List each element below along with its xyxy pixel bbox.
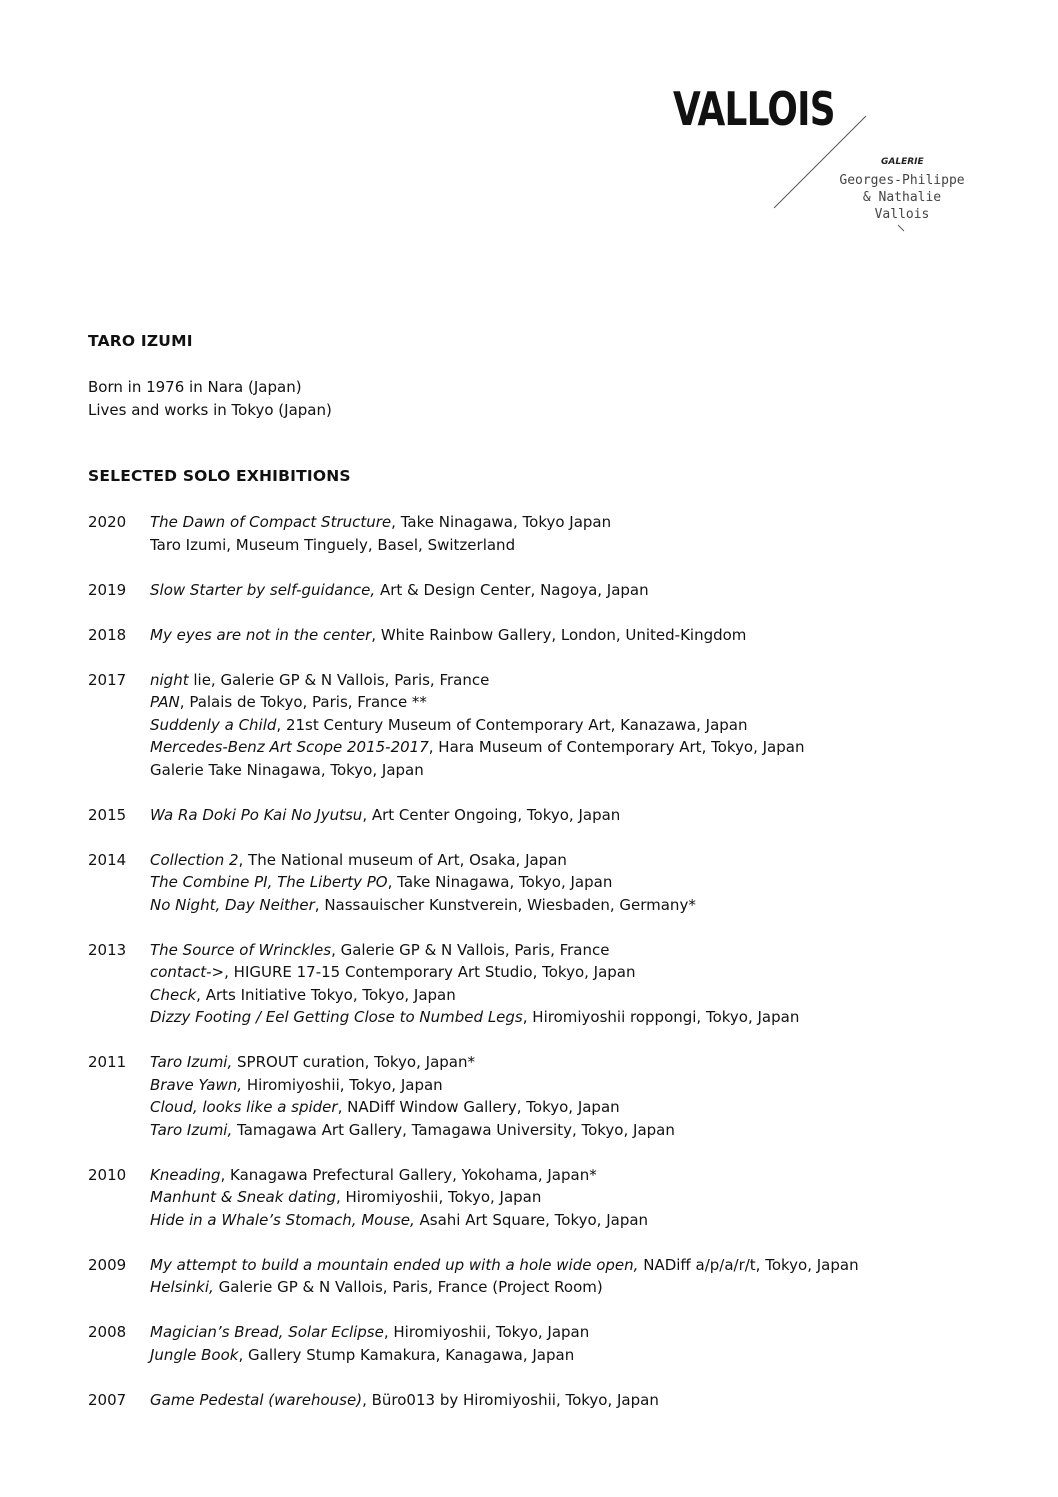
exhibition-entry: [150, 1209, 648, 1232]
exhibition-title: Taro Izumi,: [150, 1053, 233, 1071]
exhibition-year: 2015: [88, 805, 127, 824]
exhibition-venue: , HIGURE 17-15 Contemporary Art Studio, Tokyo, Japan: [224, 963, 636, 981]
exhibition-venue: lie, Galerie GP & N Vallois, Paris, France: [188, 670, 490, 689]
exhibition-title: Collection 2: [150, 850, 239, 869]
exhibition-title: Mercedes-Benz Art Scope 2015-2017: [150, 738, 429, 756]
exhibition-entries: [150, 624, 746, 647]
exhibition-entries: [150, 1254, 859, 1299]
logo-owner-names: [832, 172, 972, 223]
exhibition-year: 2011: [88, 1053, 127, 1071]
exhibition-entry: [150, 691, 804, 714]
exhibition-entry: [150, 511, 611, 534]
artist-name: TARO IZUMI: [88, 332, 193, 350]
exhibition-entries: [150, 669, 804, 782]
year-group: [88, 1164, 1028, 1232]
exhibition-venue: , White Rainbow Gallery, London, United-Kingdom: [371, 625, 747, 644]
exhibition-year: 2010: [88, 1165, 127, 1184]
exhibition-entries: [150, 1164, 648, 1232]
bio-line: Lives and works in Tokyo (Japan): [88, 401, 332, 419]
exhibition-venue: , Take Ninagawa, Tokyo, Japan: [387, 873, 613, 891]
exhibition-venue: , Take Ninagawa, Tokyo Japan: [391, 513, 612, 531]
exhibition-entry: [150, 1074, 675, 1097]
exhibition-title: Manhunt & Sneak dating: [150, 1188, 336, 1206]
exhibition-title: Dizzy Footing / Eel Getting Close to Numbed Legs: [150, 1008, 523, 1026]
exhibition-venue: , Hiromiyoshii, Tokyo, Japan: [335, 1188, 542, 1206]
exhibition-title: Cloud, looks like a spider: [150, 1098, 338, 1116]
exhibition-entries: [150, 1051, 675, 1141]
exhibition-year: 2014: [88, 850, 127, 869]
exhibition-venue: , Palais de Tokyo, Paris, France **: [179, 693, 427, 711]
exhibition-year: 2008: [88, 1323, 127, 1341]
exhibition-title: My attempt to build a mountain ended up with a hole wide open,: [150, 1255, 639, 1274]
exhibition-entries: [150, 804, 620, 827]
exhibition-entry: [150, 669, 804, 692]
exhibition-venue: , Hiromiyoshii, Tokyo, Japan: [383, 1323, 590, 1341]
year-group: [88, 939, 1028, 1029]
year-group: [88, 1389, 1028, 1412]
exhibition-venue: Galerie Take Ninagawa, Tokyo, Japan: [150, 760, 424, 779]
exhibition-title: The Dawn of Compact Structure: [150, 513, 392, 531]
exhibition-title: Slow Starter by self-guidance,: [150, 580, 376, 599]
exhibition-entry: [150, 1096, 675, 1119]
exhibition-venue: SPROUT curation, Tokyo, Japan*: [232, 1053, 475, 1071]
exhibition-venue: Tamagawa Art Gallery, Tamagawa University, Tokyo, Japan: [232, 1120, 675, 1139]
gallery-logo: [0, 0, 1058, 260]
exhibition-title: Wa Ra Doki Po Kai No Jyutsu: [150, 805, 363, 824]
exhibition-year: 2009: [88, 1255, 127, 1274]
exhibition-title: Helsinki,: [150, 1278, 214, 1296]
exhibition-entries: [150, 939, 799, 1029]
exhibition-year: 2019: [88, 580, 127, 599]
exhibition-title: Suddenly a Child: [150, 715, 277, 734]
exhibition-entries: [150, 511, 611, 556]
exhibition-title: Magician’s Bread, Solar Eclipse: [150, 1323, 384, 1341]
logo-wordmark: VALLOIS: [673, 82, 835, 136]
exhibition-title: Brave Yawn,: [150, 1075, 243, 1094]
year-group: [88, 1051, 1028, 1141]
exhibition-venue: , Gallery Stump Kamakura, Kanagawa, Japan: [238, 1345, 575, 1364]
exhibition-entry: [150, 1344, 589, 1367]
exhibition-venue: , Büro013 by Hiromiyoshii, Tokyo, Japan: [362, 1390, 659, 1409]
exhibition-title: PAN: [150, 693, 180, 711]
exhibition-entry: [150, 939, 799, 962]
exhibition-venue: , NADiff Window Gallery, Tokyo, Japan: [337, 1098, 620, 1116]
exhibition-venue: , Kanagawa Prefectural Gallery, Yokohama, Japan*: [220, 1165, 597, 1184]
logo-name-line: & Nathalie: [862, 190, 942, 205]
exhibition-title: Hide in a Whale’s Stomach, Mouse,: [150, 1210, 415, 1229]
exhibition-entries: [150, 1389, 659, 1412]
year-group: [88, 1254, 1028, 1299]
exhibition-entry: [150, 871, 696, 894]
exhibition-venue: , 21st Century Museum of Contemporary Art, Kanazawa, Japan: [276, 715, 748, 734]
exhibition-entry: [150, 984, 799, 1007]
exhibition-title: Kneading: [150, 1165, 221, 1184]
exhibition-entry: [150, 1276, 859, 1299]
exhibition-venue: , The National museum of Art, Osaka, Japan: [238, 850, 567, 869]
exhibition-entry: [150, 1186, 648, 1209]
exhibition-title: Check: [150, 985, 197, 1004]
exhibition-entry: [150, 1389, 659, 1412]
exhibition-venue: , Galerie GP & N Vallois, Paris, France: [331, 940, 610, 959]
exhibition-entry: [150, 1164, 648, 1187]
bio-line: Born in 1976 in Nara (Japan): [88, 378, 302, 396]
exhibition-title: My eyes are not in the center: [150, 625, 372, 644]
exhibition-entry: [150, 1321, 589, 1344]
year-group: [88, 579, 1028, 602]
exhibition-venue: , Arts Initiative Tokyo, Tokyo, Japan: [196, 985, 456, 1004]
exhibition-venue: , Art Center Ongoing, Tokyo, Japan: [362, 805, 621, 824]
exhibition-entry: [150, 759, 804, 782]
exhibition-venue: , Hara Museum of Contemporary Art, Tokyo, Japan: [428, 738, 805, 756]
year-group: [88, 669, 1028, 782]
exhibition-entry: [150, 961, 799, 984]
exhibition-venue: , Nassauischer Kunstverein, Wiesbaden, Germany*: [314, 895, 696, 914]
exhibition-venue: Galerie GP & N Vallois, Paris, France (Project Room): [213, 1278, 603, 1296]
exhibition-title: Jungle Book: [150, 1345, 239, 1364]
year-group: [88, 511, 1028, 556]
logo-galerie-label: GALERIE: [881, 157, 924, 167]
year-group: [88, 1321, 1028, 1366]
exhibition-title: contact->: [150, 963, 225, 981]
exhibition-title: The Source of Wrinckles: [150, 940, 332, 959]
exhibition-title: No Night, Day Neither: [150, 895, 315, 914]
exhibition-year: 2017: [88, 670, 127, 689]
exhibition-year: 2020: [88, 513, 127, 531]
logo-name-line: Vallois: [874, 207, 930, 222]
exhibition-title: Game Pedestal (warehouse): [150, 1390, 363, 1409]
exhibition-venue: Taro Izumi, Museum Tinguely, Basel, Switzerland: [150, 535, 516, 554]
exhibition-entry: [150, 804, 620, 827]
exhibition-entries: [150, 849, 696, 917]
exhibition-entry: [150, 849, 696, 872]
exhibition-entry: [150, 736, 804, 759]
year-group: [88, 849, 1028, 917]
year-group: [88, 624, 1028, 647]
logo-tick-mark: [897, 224, 907, 234]
exhibition-entry: [150, 894, 696, 917]
exhibition-year: 2018: [88, 625, 127, 644]
exhibition-venue: NADiff a/p/a/r/t, Tokyo, Japan: [638, 1255, 859, 1274]
exhibition-list: [88, 511, 1028, 1434]
exhibition-entry: [150, 534, 611, 557]
exhibition-year: 2013: [88, 940, 127, 959]
year-group: [88, 804, 1028, 827]
exhibition-entry: [150, 1119, 675, 1142]
exhibition-entry: [150, 714, 804, 737]
exhibition-title: The Combine PI, The Liberty PO: [150, 873, 388, 891]
exhibition-venue: Art & Design Center, Nagoya, Japan: [375, 580, 649, 599]
exhibition-title: Taro Izumi,: [150, 1120, 233, 1139]
exhibition-venue: Asahi Art Square, Tokyo, Japan: [414, 1210, 649, 1229]
exhibition-year: 2007: [88, 1390, 127, 1409]
exhibition-entry: [150, 579, 649, 602]
exhibition-entry: [150, 1006, 799, 1029]
exhibition-entry: [150, 1254, 859, 1277]
exhibition-title: night: [150, 670, 189, 689]
logo-name-line: Georges-Philippe: [839, 173, 965, 188]
exhibition-venue: Hiromiyoshii, Tokyo, Japan: [242, 1075, 443, 1094]
section-title: SELECTED SOLO EXHIBITIONS: [88, 467, 351, 485]
exhibition-venue: , Hiromiyoshii roppongi, Tokyo, Japan: [522, 1008, 800, 1026]
exhibition-entry: [150, 624, 746, 647]
artist-bio: [88, 376, 332, 422]
exhibition-entries: [150, 1321, 589, 1366]
exhibition-entries: [150, 579, 649, 602]
exhibition-entry: [150, 1051, 675, 1074]
